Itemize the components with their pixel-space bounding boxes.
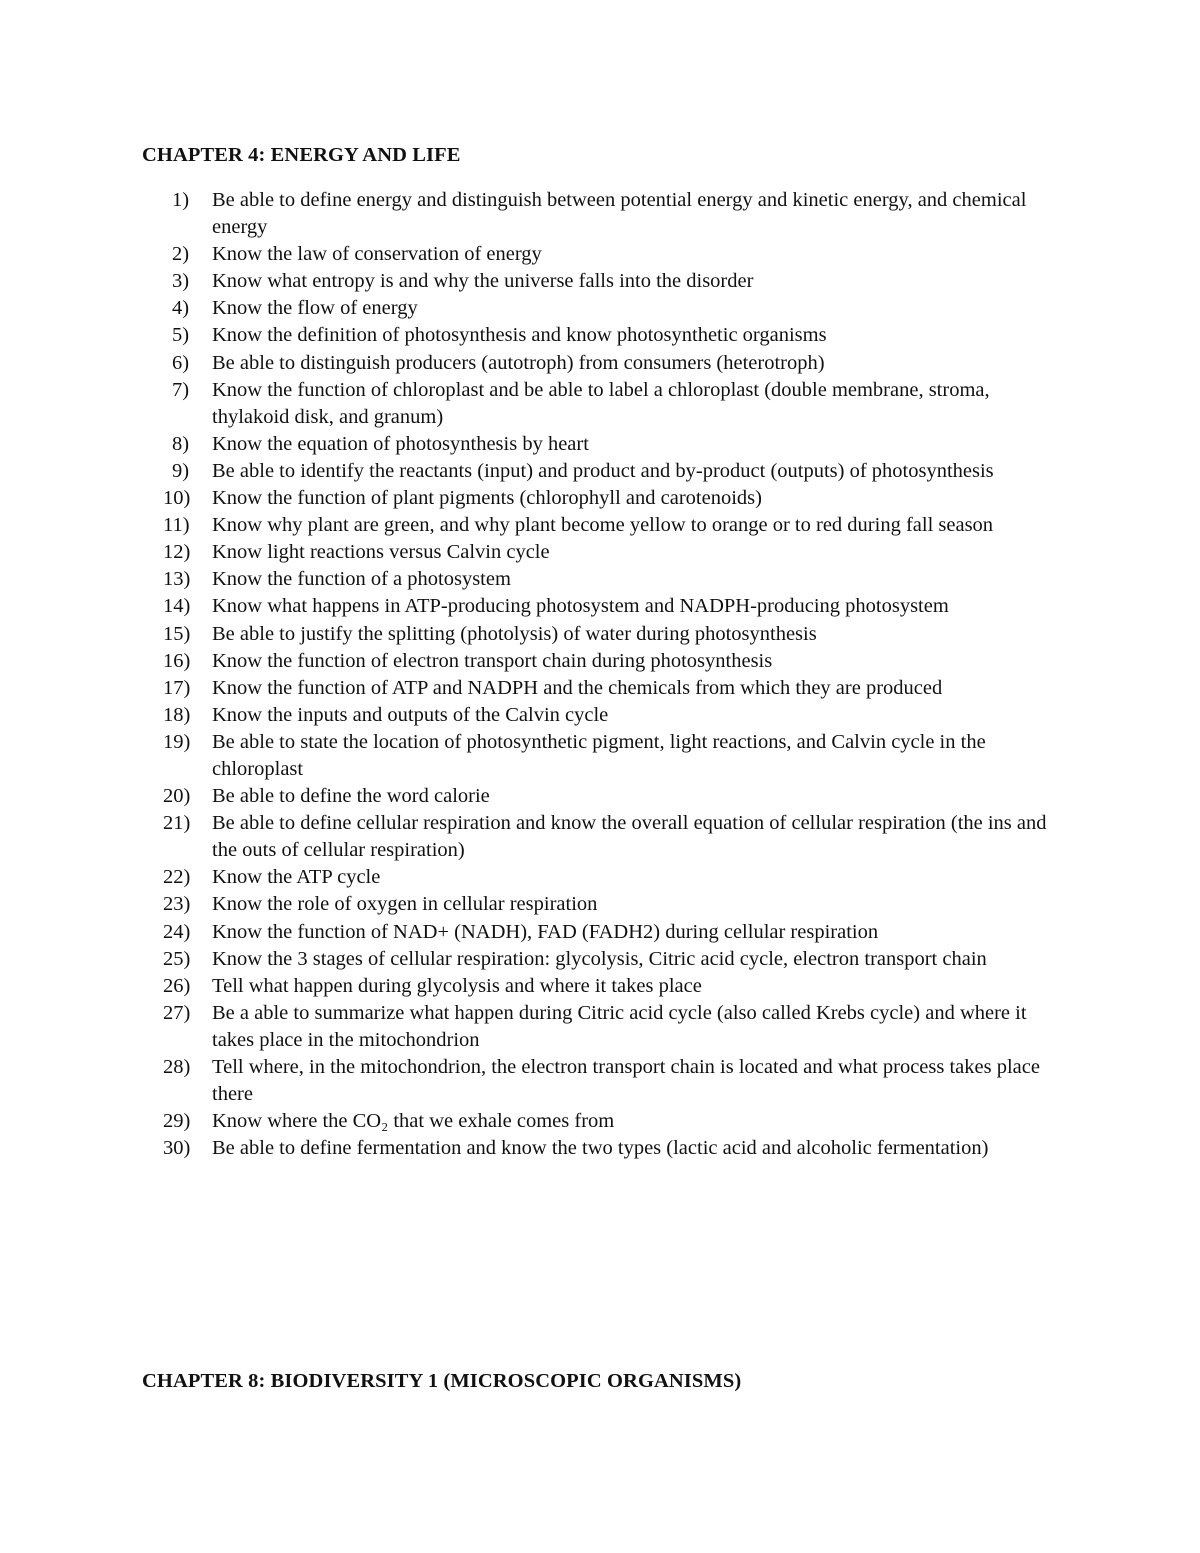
objective-item bbox=[142, 377, 1072, 431]
objective-text: Know the definition of photosynthesis and know photosynthetic organisms bbox=[212, 324, 827, 347]
objective-number: 15) bbox=[163, 622, 191, 645]
objective-item bbox=[142, 431, 1072, 458]
objective-text: Be able to define the word calorie bbox=[212, 785, 490, 808]
objective-number: 23) bbox=[163, 893, 191, 916]
objective-number: 19) bbox=[163, 730, 191, 753]
objective-item bbox=[142, 539, 1072, 566]
objective-text: Know the 3 stages of cellular respiration: glycolysis, Citric acid cycle, electron transport chain bbox=[212, 947, 987, 970]
objective-text: Know where the CO₂ that we exhale comes from bbox=[212, 1110, 615, 1133]
objective-text: Tell what happen during glycolysis and where it takes place bbox=[212, 974, 702, 997]
objective-text: Know light reactions versus Calvin cycle bbox=[212, 541, 550, 564]
objective-item bbox=[142, 864, 1072, 891]
objective-number: 1) bbox=[172, 189, 190, 211]
objective-item bbox=[142, 593, 1072, 620]
objective-number: 28) bbox=[163, 1056, 191, 1078]
objective-text: Be able to distinguish producers (autotroph) from consumers (heterotroph) bbox=[212, 351, 825, 374]
objective-text: Be able to define fermentation and know the two types (lactic acid and alcoholic fermentation) bbox=[212, 1137, 989, 1160]
objective-text: Tell where, in the mitochondrion, the electron transport chain is located and what process takes place there bbox=[212, 1056, 1040, 1106]
objective-number: 8) bbox=[172, 432, 190, 455]
objective-item bbox=[142, 729, 1072, 783]
objective-number: 3) bbox=[172, 270, 190, 293]
objective-item bbox=[142, 566, 1072, 593]
objective-item bbox=[142, 810, 1072, 864]
objective-item bbox=[142, 783, 1072, 810]
objective-text: Be a able to summarize what happen during Citric acid cycle (also called Krebs cycle) and where it takes place in the mitochondrion bbox=[212, 1001, 1027, 1051]
objective-number: 10) bbox=[163, 487, 191, 510]
objective-item bbox=[142, 350, 1072, 377]
objective-text: Know the function of electron transport chain during photosynthesis bbox=[212, 649, 773, 672]
objective-text: Be able to define cellular respiration and know the overall equation of cellular respiration (the ins and the outs of cellular respiration) bbox=[212, 812, 1047, 862]
objective-number: 9) bbox=[172, 459, 190, 482]
objective-number: 20) bbox=[163, 785, 191, 808]
objective-item bbox=[142, 648, 1072, 675]
objective-number: 26) bbox=[163, 974, 191, 997]
objective-text: Know the law of conservation of energy bbox=[212, 243, 542, 266]
chapter-8-heading: CHAPTER 8: BIODIVERSITY 1 (MICROSCOPIC ORGANISMS) bbox=[142, 1370, 742, 1392]
objective-item bbox=[142, 675, 1072, 702]
objective-number: 14) bbox=[163, 595, 191, 618]
objective-number: 25) bbox=[163, 947, 191, 970]
objective-number: 30) bbox=[163, 1137, 191, 1160]
objective-text: Know what entropy is and why the universe falls into the disorder bbox=[212, 270, 754, 293]
objective-number: 7) bbox=[172, 378, 190, 401]
objective-number: 24) bbox=[163, 920, 191, 943]
objective-item bbox=[142, 919, 1072, 946]
objective-text: Know the role of oxygen in cellular respiration bbox=[212, 893, 598, 916]
chapter-4-heading: CHAPTER 4: ENERGY AND LIFE bbox=[142, 144, 461, 166]
objective-item bbox=[142, 241, 1072, 268]
objective-text: Know the equation of photosynthesis by heart bbox=[212, 432, 589, 455]
objective-item bbox=[142, 1108, 1072, 1135]
objective-item bbox=[142, 1000, 1072, 1054]
objective-number: 16) bbox=[163, 649, 191, 672]
objective-number: 4) bbox=[172, 297, 190, 320]
objective-text: Be able to define energy and distinguish between potential energy and kinetic energy, and chemical energy bbox=[212, 189, 1027, 239]
objective-item bbox=[142, 458, 1072, 485]
objective-number: 22) bbox=[163, 866, 191, 889]
objective-text: Know the function of a photosystem bbox=[212, 568, 511, 591]
objective-text: Be able to identify the reactants (input) and product and by-product (outputs) of photosynthesis bbox=[212, 459, 994, 482]
objective-text: Be able to state the location of photosynthetic pigment, light reactions, and Calvin cycle in the chloroplast bbox=[212, 730, 986, 780]
objective-text: Know the function of NAD+ (NADH), FAD (FADH2) during cellular respiration bbox=[212, 920, 879, 943]
objective-number: 2) bbox=[172, 243, 190, 266]
objective-text: Know the function of plant pigments (chlorophyll and carotenoids) bbox=[212, 487, 762, 510]
objective-text: Know the ATP cycle bbox=[212, 866, 381, 889]
objective-number: 27) bbox=[163, 1001, 191, 1024]
objective-item bbox=[142, 891, 1072, 918]
objective-number: 6) bbox=[172, 351, 190, 374]
objective-item bbox=[142, 702, 1072, 729]
objective-item bbox=[142, 973, 1072, 1000]
chapter-4-objectives-list bbox=[142, 187, 1072, 1162]
objective-text: Know the function of ATP and NADPH and the chemicals from which they are produced bbox=[212, 676, 943, 699]
objective-number: 18) bbox=[163, 703, 191, 726]
objective-item bbox=[142, 485, 1072, 512]
objective-item bbox=[142, 268, 1072, 295]
objective-number: 29) bbox=[163, 1110, 191, 1133]
objective-number: 13) bbox=[163, 568, 191, 591]
objective-number: 21) bbox=[163, 812, 191, 835]
objective-text: Be able to justify the splitting (photolysis) of water during photosynthesis bbox=[212, 622, 817, 645]
objective-number: 5) bbox=[172, 324, 190, 347]
objective-number: 17) bbox=[163, 676, 191, 699]
objective-item bbox=[142, 512, 1072, 539]
objective-text: Know the flow of energy bbox=[212, 297, 418, 320]
objective-text: Know the inputs and outputs of the Calvin cycle bbox=[212, 703, 609, 726]
objective-item bbox=[142, 322, 1072, 349]
objective-item bbox=[142, 1135, 1072, 1162]
objective-item bbox=[142, 621, 1072, 648]
objective-text: Know what happens in ATP-producing photosystem and NADPH-producing photosystem bbox=[212, 595, 949, 618]
objective-text: Know why plant are green, and why plant become yellow to orange or to red during fall season bbox=[212, 514, 994, 537]
objective-item bbox=[142, 295, 1072, 322]
objective-item bbox=[142, 187, 1072, 241]
objective-item bbox=[142, 1054, 1072, 1108]
objective-text: Know the function of chloroplast and be able to label a chloroplast (double membrane, stroma, thylakoid disk, and granum) bbox=[212, 378, 990, 428]
objective-item bbox=[142, 946, 1072, 973]
objective-number: 12) bbox=[163, 541, 191, 564]
objective-number: 11) bbox=[163, 514, 190, 537]
